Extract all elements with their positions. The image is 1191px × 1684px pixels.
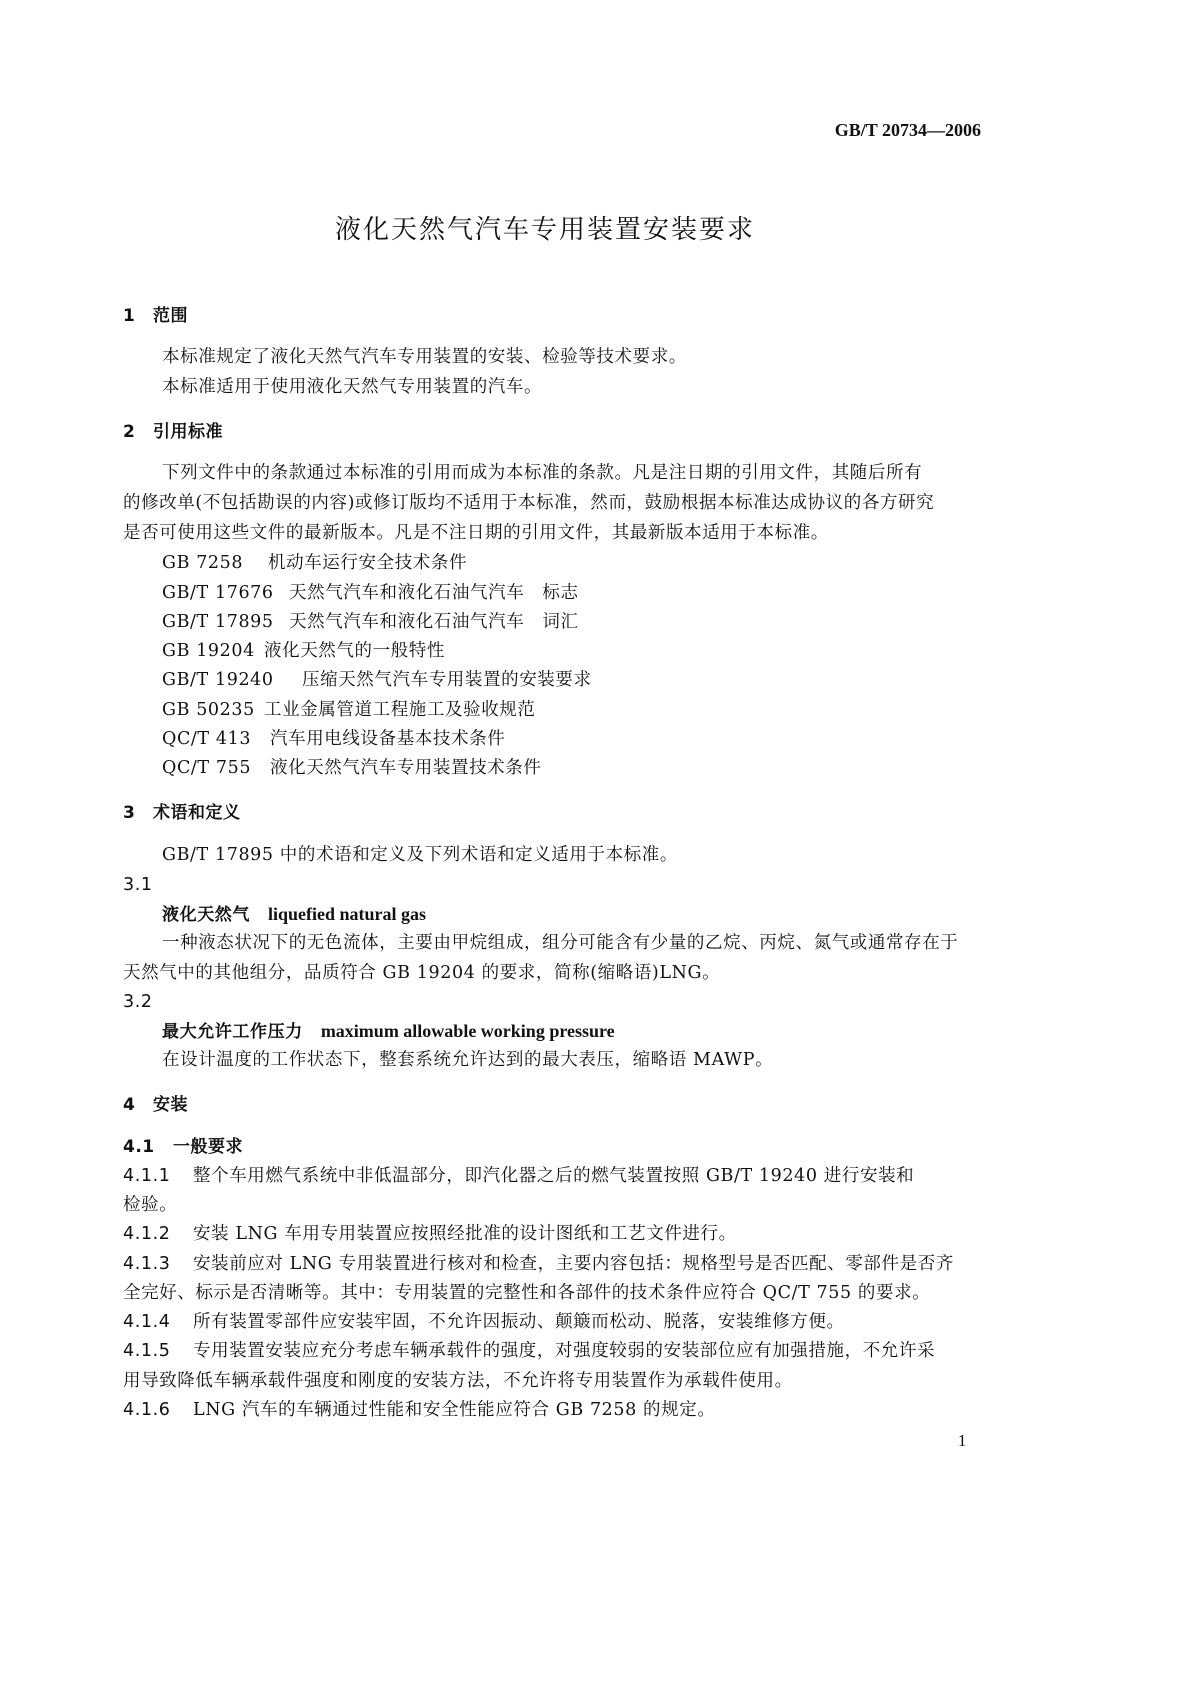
clause-4-1-3 [123,1253,954,1275]
subsection-4-1-heading [123,1136,243,1158]
reference-code: QC/T 755 [162,758,252,778]
section-title: 安装 [153,1095,188,1115]
reference-title: 机动车运行安全技术条件 [268,553,468,573]
section-number: 1 [123,306,136,326]
term-heading [162,1020,615,1043]
paragraph: GB/T 17895 中的术语和定义及下列术语和定义适用于本标准。 [162,845,679,865]
paragraph-line: 是否可使用这些文件的最新版本。凡是不注日期的引用文件，其最新版本适用于本标准。 [123,523,829,543]
clause-number: 4.1.1 [123,1166,171,1186]
clause-text: 全完好、标示是否清晰等。其中：专用装置的完整性和各部件的技术条件应符合 QC/T 755 的要求。 [123,1283,931,1303]
section-title: 术语和定义 [153,803,241,823]
reference-item [162,611,579,633]
clause-text: LNG 汽车的车辆通过性能和安全性能应符合 GB 7258 的规定。 [193,1400,716,1420]
section-title: 范围 [153,306,188,326]
clause-text: 安装 LNG 车用专用装置应按照经批准的设计图纸和工艺文件进行。 [193,1224,737,1244]
definition-line: 一种液态状况下的无色流体，主要由甲烷组成，组分可能含有少量的乙烷、丙烷、氮气或通常存在于 [162,933,959,953]
clause-number: 4.1.6 [123,1400,171,1420]
reference-title: 压缩天然气汽车专用装置的安装要求 [302,670,592,690]
section-number: 2 [123,422,136,442]
page-title: 液化天然气汽车专用装置安装要求 [335,215,756,245]
standard-code: GB/T 20734—2006 [834,120,981,140]
reference-item [162,552,467,574]
reference-code: GB/T 19240 [162,670,274,690]
subsection-number: 4.1 [123,1137,155,1157]
clause-text: 整个车用燃气系统中非低温部分，即汽化器之后的燃气装置按照 GB/T 19240 进行安装和 [193,1166,915,1186]
section-4-heading [123,1094,188,1116]
clause-number: 4.1.5 [123,1341,171,1361]
term-zh: 液化天然气 [162,905,250,925]
paragraph: 本标准规定了液化天然气汽车专用装置的安装、检验等技术要求。 [162,347,687,367]
clause-text: 安装前应对 LNG 专用装置进行核对和检查，主要内容包括：规格型号是否匹配、零部件是否齐 [193,1254,954,1274]
section-title: 引用标准 [153,422,223,442]
term-number: 3.2 [123,992,153,1012]
reference-title: 工业金属管道工程施工及验收规范 [264,700,536,720]
clause-4-1-2 [123,1223,737,1245]
term-zh: 最大允许工作压力 [162,1022,303,1042]
reference-title: 液化天然气汽车专用装置技术条件 [270,758,542,778]
clause-text: 检验。 [123,1195,178,1215]
clause-text: 所有装置零部件应安装牢固，不允许因振动、颠簸而松动、脱落，安装维修方便。 [193,1312,845,1332]
reference-item [162,757,542,779]
term-heading [162,903,426,926]
reference-title: 天然气汽车和液化石油气汽车 标志 [289,583,579,603]
paragraph: 本标准适用于使用液化天然气专用装置的汽车。 [162,377,543,397]
term-number: 3.1 [123,875,153,895]
reference-title: 天然气汽车和液化石油气汽车 词汇 [289,612,579,632]
clause-4-1-1 [123,1165,914,1187]
reference-code: GB/T 17676 [162,583,274,603]
reference-item [162,640,445,662]
section-3-heading [123,802,241,824]
clause-number: 4.1.2 [123,1224,171,1244]
reference-item [162,669,592,691]
paragraph-line: 下列文件中的条款通过本标准的引用而成为本标准的条款。凡是注日期的引用文件，其随后所有 [162,463,923,483]
reference-title: 液化天然气的一般特性 [264,641,445,661]
section-2-heading [123,421,223,443]
clause-number: 4.1.4 [123,1312,171,1332]
reference-item [162,699,536,721]
reference-item [162,728,505,750]
reference-code: GB 19204 [162,641,255,661]
definition-line: 天然气中的其他组分，品质符合 GB 19204 的要求，简称(缩略语)LNG。 [123,963,721,983]
reference-code: QC/T 413 [162,729,252,749]
clause-number: 4.1.3 [123,1254,171,1274]
page-number: 1 [957,1431,967,1450]
clause-text: 专用装置安装应充分考虑车辆承载件的强度，对强度较弱的安装部位应有加强措施，不允许采 [193,1341,936,1361]
section-1-heading [123,305,188,327]
term-en: liquefied natural gas [268,904,427,924]
clause-4-1-6 [123,1399,715,1421]
definition-line: 在设计温度的工作状态下，整套系统允许达到的最大表压，缩略语 MAWP。 [162,1050,774,1070]
paragraph-line: 的修改单(不包括勘误的内容)或修订版均不适用于本标准，然而，鼓励根据本标准达成协议的各方研究 [123,493,935,513]
reference-title: 汽车用电线设备基本技术条件 [270,729,506,749]
clause-4-1-5 [123,1340,935,1362]
subsection-title: 一般要求 [173,1137,243,1157]
reference-code: GB 7258 [162,553,244,573]
reference-code: GB/T 17895 [162,612,274,632]
section-number: 3 [123,803,136,823]
reference-code: GB 50235 [162,700,255,720]
reference-item [162,582,579,604]
clause-4-1-4 [123,1311,845,1333]
clause-text: 用导致降低车辆承载件强度和刚度的安装方法，不允许将专用装置作为承载件使用。 [123,1371,793,1391]
section-number: 4 [123,1095,136,1115]
term-en: maximum allowable working pressure [320,1021,615,1041]
